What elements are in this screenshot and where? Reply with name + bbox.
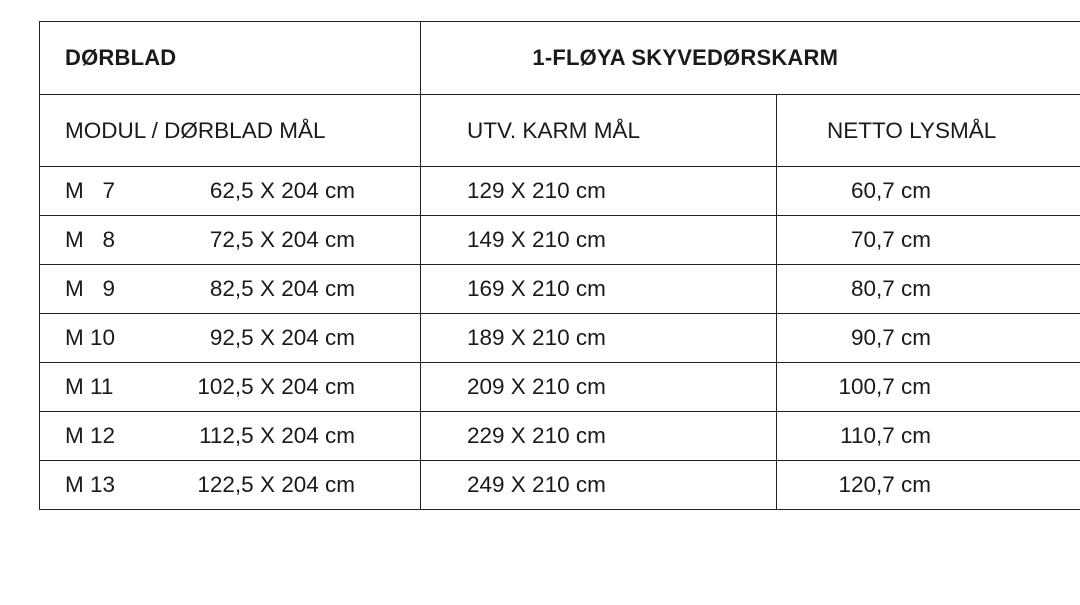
karm-value: 249 X 210 cm xyxy=(421,461,777,510)
cell-lysmal xyxy=(777,363,1080,412)
table-row xyxy=(40,265,1080,314)
dorblad-value: 62,5 X 204 cm xyxy=(209,178,355,203)
table-header-row xyxy=(40,22,1080,95)
dorblad-value: 72,5 X 204 cm xyxy=(209,227,355,252)
header-dorblad: DØRBLAD xyxy=(40,22,421,95)
lysmal-value: 60,7 cm xyxy=(850,178,931,203)
modul-value: M 10 xyxy=(65,325,116,350)
subheader-karm: UTV. KARM MÅL xyxy=(421,95,777,167)
karm-value: 169 X 210 cm xyxy=(421,265,777,314)
cell-lysmal xyxy=(777,265,1080,314)
cell-modul-dorblad xyxy=(40,265,421,314)
cell-modul-dorblad xyxy=(40,314,421,363)
lysmal-value: 70,7 cm xyxy=(850,227,931,252)
table-row xyxy=(40,167,1080,216)
modul-value: M 12 xyxy=(65,423,116,448)
dorblad-value: 102,5 X 204 cm xyxy=(197,374,355,399)
karm-value: 149 X 210 cm xyxy=(421,216,777,265)
dorblad-value: 82,5 X 204 cm xyxy=(209,276,355,301)
dorblad-value: 112,5 X 204 cm xyxy=(199,423,355,448)
table-subheader-row xyxy=(40,95,1080,167)
modul-value: M 7 xyxy=(65,178,116,203)
karm-value: 229 X 210 cm xyxy=(421,412,777,461)
table-row xyxy=(40,216,1080,265)
subheader-modul: MODUL / DØRBLAD MÅL xyxy=(40,95,421,167)
cell-lysmal xyxy=(777,314,1080,363)
cell-lysmal xyxy=(777,412,1080,461)
cell-lysmal xyxy=(777,216,1080,265)
modul-value: M 11 xyxy=(65,374,114,399)
cell-modul-dorblad xyxy=(40,216,421,265)
table-row xyxy=(40,363,1080,412)
header-skyvedorskarm: 1-FLØYA SKYVEDØRSKARM xyxy=(421,22,1080,95)
modul-value: M 9 xyxy=(65,276,116,301)
cell-modul-dorblad xyxy=(40,461,421,510)
cell-modul-dorblad xyxy=(40,167,421,216)
cell-modul-dorblad xyxy=(40,412,421,461)
cell-lysmal xyxy=(777,167,1080,216)
cell-modul-dorblad xyxy=(40,363,421,412)
karm-value: 129 X 210 cm xyxy=(421,167,777,216)
dorblad-value: 92,5 X 204 cm xyxy=(209,325,355,350)
door-dimensions-table xyxy=(39,21,1080,510)
subheader-lysmal: NETTO LYSMÅL xyxy=(777,95,1080,167)
table-row xyxy=(40,314,1080,363)
lysmal-value: 90,7 cm xyxy=(850,325,931,350)
table-row xyxy=(40,461,1080,510)
modul-value: M 13 xyxy=(65,472,116,497)
lysmal-value: 100,7 cm xyxy=(838,374,931,399)
dorblad-value: 122,5 X 204 cm xyxy=(197,472,355,497)
cell-lysmal xyxy=(777,461,1080,510)
modul-value: M 8 xyxy=(65,227,116,252)
lysmal-value: 80,7 cm xyxy=(850,276,931,301)
karm-value: 189 X 210 cm xyxy=(421,314,777,363)
lysmal-value: 120,7 cm xyxy=(838,472,931,497)
lysmal-value: 110,7 cm xyxy=(840,423,931,448)
karm-value: 209 X 210 cm xyxy=(421,363,777,412)
table-row xyxy=(40,412,1080,461)
